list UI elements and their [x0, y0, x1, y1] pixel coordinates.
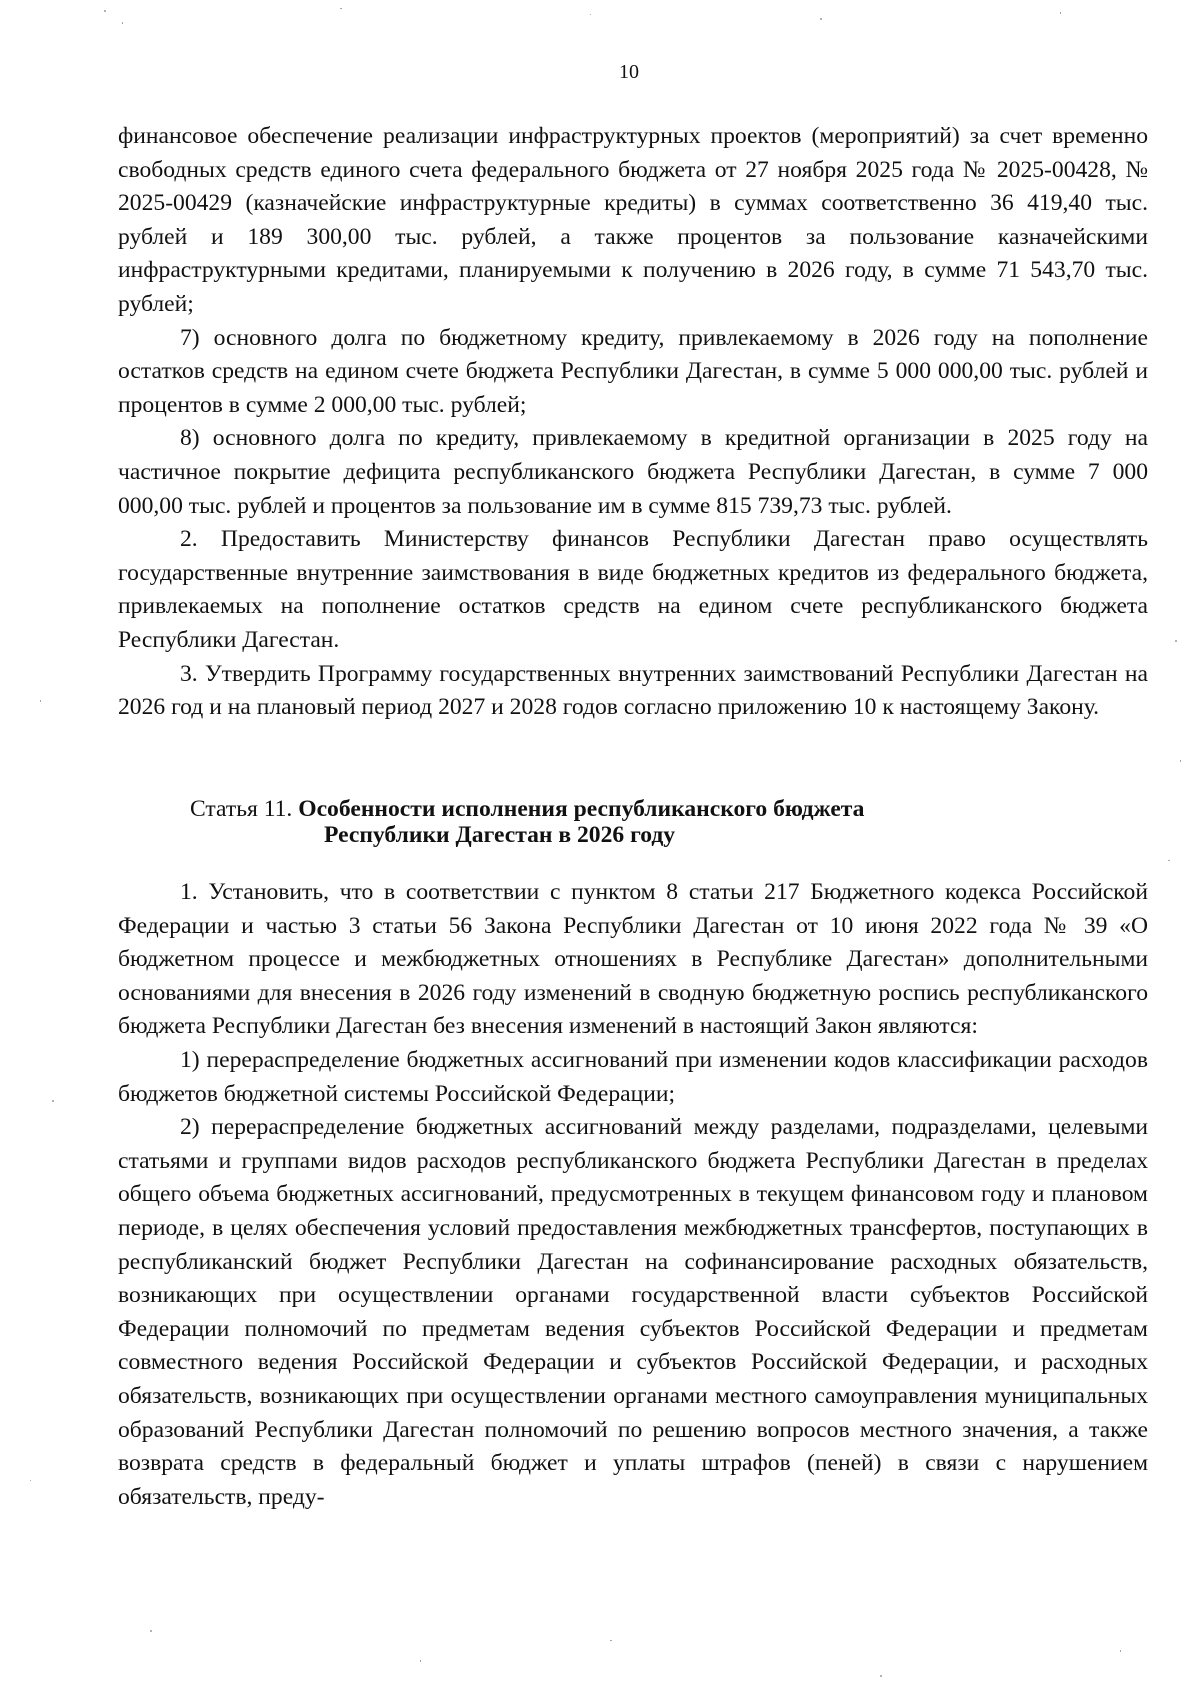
scan-speck — [610, 1640, 612, 1641]
paragraph-item-8: 8) основного долга по кредиту, привлекаемому в кредитной организации в 2025 году на частичное покрытие дефицита республиканского бюджета Республики Дагестан, в сумме 7 000 000,00 тыс. рублей и процентов за пользование им в сумме 815 739,73 тыс. рублей. — [118, 425, 1148, 519]
scan-speck — [122, 22, 123, 24]
scan-speck — [52, 1100, 54, 1102]
scan-speck — [590, 14, 591, 15]
scan-speck — [880, 1675, 882, 1677]
scan-speck — [820, 18, 822, 20]
paragraph-point-2: 2. Предоставить Министерству финансов Республики Дагестан право осуществлять государственные внутренние заимствования в виде бюджетных кредитов из федерального бюджета, привлекаемых на пополнение остатков средств на едином счете республиканского бюджета Республики Дагестан. — [118, 526, 1148, 653]
text-section-top — [118, 120, 1148, 725]
paragraph-point-3: 3. Утвердить Программу государственных внутренних заимствований Республики Дагестан на 2026 год и на плановый период 2027 и 2028 годов согласно приложению 10 к настоящему Закону. — [118, 660, 1148, 721]
scan-speck — [150, 1630, 152, 1632]
scan-speck — [1120, 1650, 1121, 1652]
scan-speck — [40, 700, 41, 702]
article-label: Статья 11. — [190, 796, 293, 822]
paragraph-art11-sub-2: 2) перераспределение бюджетных ассигнований между разделами, подразделами, целевыми статьями и группами видов расходов республиканского бюджета Республики Дагестан в пределах общего объема бюджетных ассигнований, предусмотренных в текущем финансовом году и плановом периоде, в целях обеспечения условий предоставления межбюджетных трансфертов, поступающих в республиканский бюджет Республики Дагестан на софинансирование расходных обязательств, возникающих при осуществлении органами государственной власти субъектов Российской Федерации полномочий по предметам ведения субъектов Российской Федерации и предметам совместного ведения Российской Федерации и субъектов Российской Федерации, и расходных обязательств, возникающих при осуществлении органами местного самоуправления муниципальных образований Республики Дагестан полномочий по решению вопросов местного значения, а также возврата средств в федеральный бюджет и уплаты штрафов (пеней) в связи с нарушением обязательств, преду- — [118, 1114, 1148, 1510]
scan-speck — [1060, 12, 1061, 14]
paragraph-continuation: финансовое обеспечение реализации инфраструктурных проектов (мероприятий) за счет временно свободных средств единого счета федерального бюджета от 27 ноября 2025 года № 2025-00428, № 2025-00429 (казначейские инфраструктурные кредиты) в суммах соответственно 36 419,40 тыс. рублей и 189 300,00 тыс. рублей, а также процентов за пользование казначейскими инфраструктурными кредитами, планируемыми к получению в 2026 году, в сумме 71 543,70 тыс. рублей; — [118, 123, 1148, 317]
scan-speck — [340, 8, 342, 9]
scan-speck — [1168, 860, 1170, 861]
scan-speck — [30, 1480, 31, 1481]
paragraph-art11-point-1: 1. Установить, что в соответствии с пунктом 8 статьи 217 Бюджетного кодекса Российской Федерации и частью 3 статьи 56 Закона Республики Дагестан от 10 июня 2022 года № 39 «О бюджетном процессе и межбюджетных отношениях в Республике Дагестан» дополнительными основаниями для внесения в 2026 году изменений в сводную бюджетную роспись республиканского бюджета Республики Дагестан без внесения изменений в настоящий Закон являются: — [118, 879, 1148, 1040]
scan-speck — [1180, 760, 1181, 762]
scan-speck — [104, 10, 106, 12]
scan-speck — [1175, 640, 1177, 642]
article-title-line-1: Особенности исполнения республиканского бюджета — [298, 796, 865, 822]
paragraph-item-7: 7) основного долга по бюджетному кредиту, привлекаемому в 2026 году на пополнение остатков средств на едином счете бюджета Республики Дагестан, в сумме 5 000 000,00 тыс. рублей и процентов в сумме 2 000,00 тыс. рублей; — [118, 324, 1148, 418]
article-title-line-2: Республики Дагестан в 2026 году — [324, 822, 676, 848]
scan-speck — [420, 1660, 421, 1662]
page-number: 10 — [619, 61, 639, 83]
text-section-article-11 — [118, 876, 1148, 1514]
paragraph-art11-sub-1: 1) перераспределение бюджетных ассигнований при изменении кодов классификации расходов бюджетов бюджетной системы Российской Федерации; — [118, 1046, 1148, 1107]
article-heading — [190, 796, 1150, 848]
